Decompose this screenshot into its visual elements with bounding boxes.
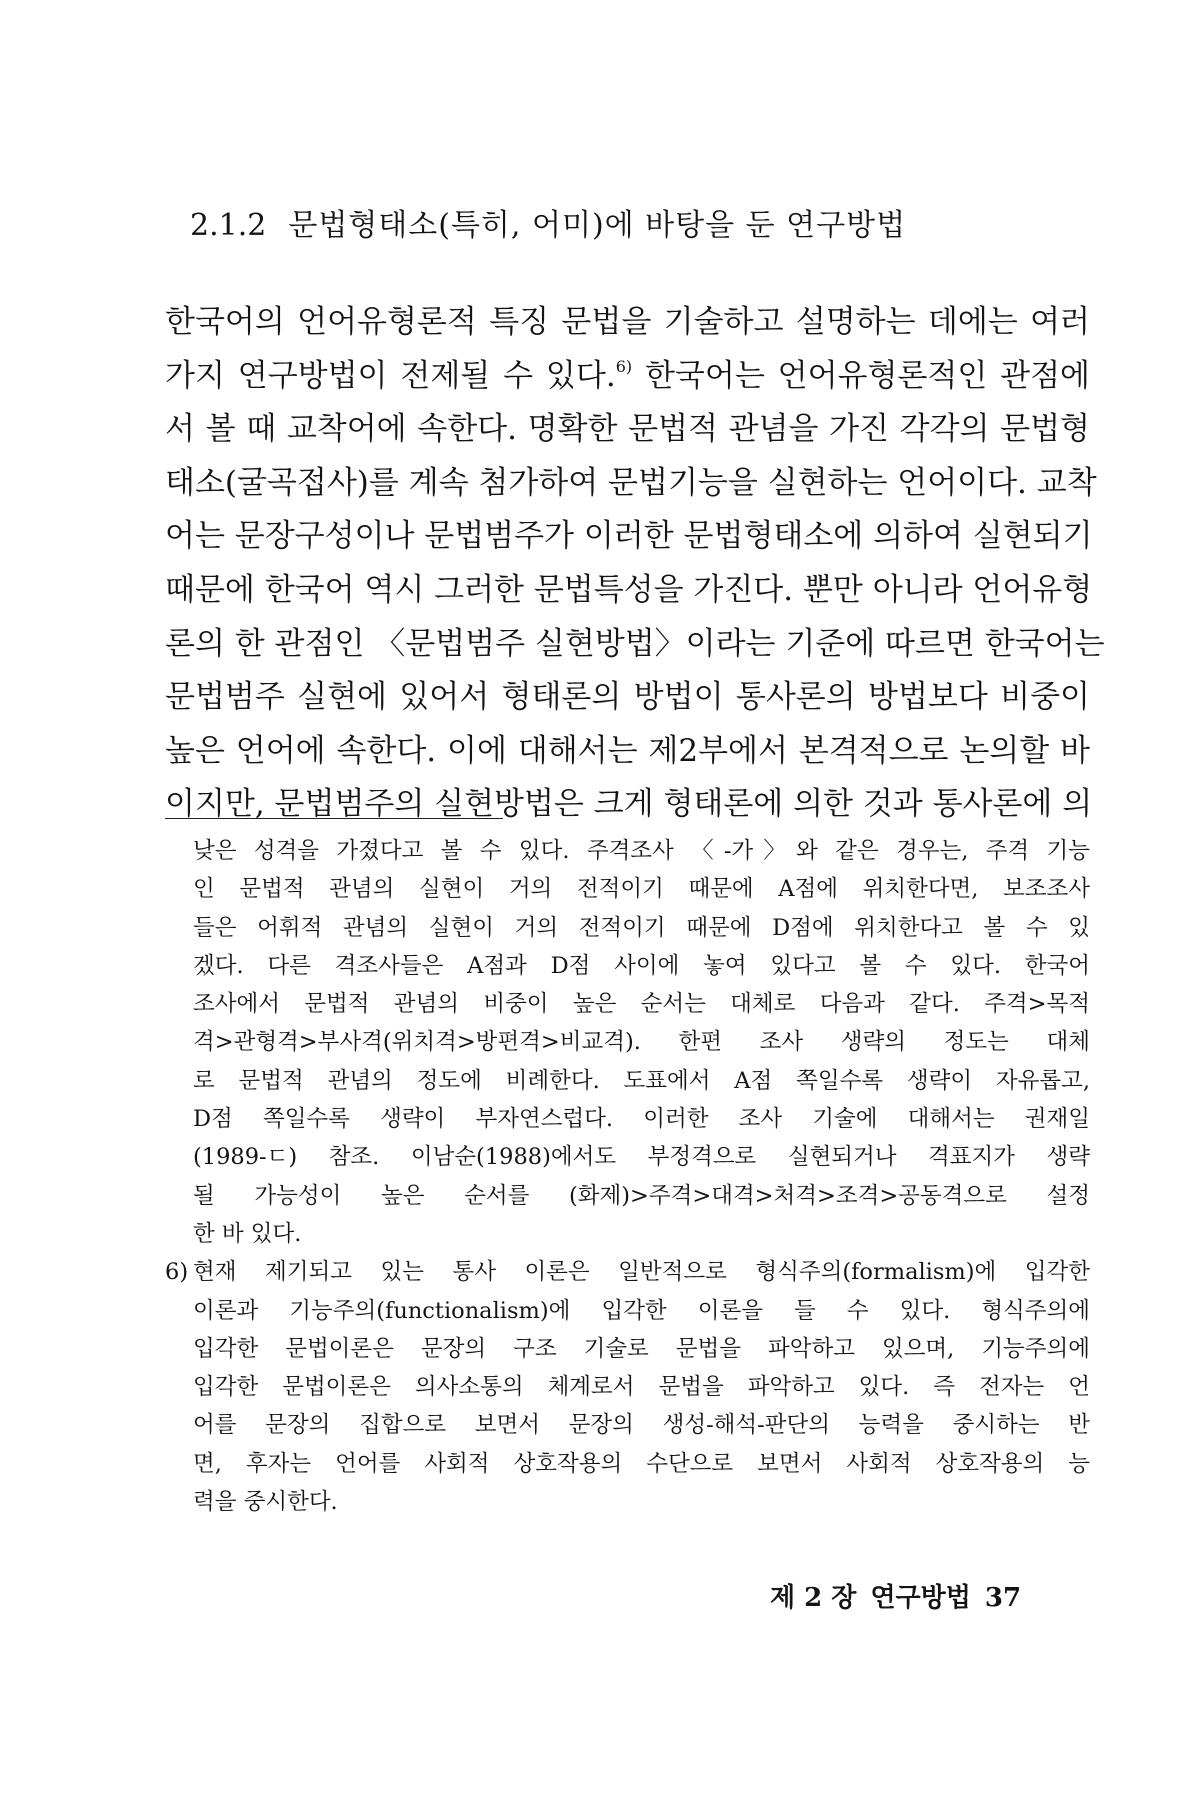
- body-line-1: 한국어의 언어유형론적 특징 문법을 기술하고 설명하는 데에는 여러: [165, 304, 1090, 340]
- footnote-6-line: 어를 문장의 집합으로 보면서 문장의 생성-해석-판단의 능력을 중시하는 반: [193, 1412, 1090, 1439]
- body-line-2-text: 가지 연구방법이 전제될 수 있다.: [165, 357, 616, 394]
- footnote-continued-line: 인 문법적 관념의 실현이 거의 전적이기 때문에 A점에 위치한다면, 보조조사: [193, 876, 1090, 903]
- body-line-7: 론의 한 관점인 〈문법범주 실현방법〉이라는 기준에 따르면 한국어는: [165, 625, 1105, 662]
- footnote-6-line: 력을 중시한다.: [193, 1489, 338, 1516]
- body-line-2: [165, 350, 1090, 404]
- footer-chapter: 제 2 장: [770, 1583, 857, 1613]
- footnote-continued-line: 들은 어휘적 관념의 실현이 거의 전적이기 때문에 D점에 위치한다고 볼 수 있: [193, 914, 1090, 941]
- body-line-4: 태소(굴곡접사)를 계속 첨가하여 문법기능을 실현하는 언어이다. 교착: [165, 464, 1097, 501]
- body-line-5: 어는 문장구성이나 문법범주가 이러한 문법형태소에 의하여 실현되기: [165, 518, 1093, 555]
- body-line-8: 문법범주 실현에 있어서 형태론의 방법이 통사론의 방법보다 비중이: [165, 679, 1090, 716]
- footnote-continued-line: 조사에서 문법적 관념의 비중이 높은 순서는 대체로 다음과 같다. 주격>목적: [193, 991, 1090, 1018]
- section-number: 2.1.2: [190, 208, 267, 243]
- footnote-6-line: 면, 후자는 언어를 사회적 상호작용의 수단으로 보면서 사회적 상호작용의 능: [193, 1450, 1090, 1477]
- footnote-6-line: 입각한 문법이론은 문장의 구조 기술로 문법을 파악하고 있으며, 기능주의에: [193, 1335, 1090, 1362]
- footnote-continued-line: 로 문법적 관념의 정도에 비례한다. 도표에서 A점 쪽일수록 생략이 자유롭고,: [193, 1067, 1090, 1094]
- page-footer: [770, 1577, 1021, 1614]
- body-line-10: 이지만, 문법범주의 실현방법은 크게 형태론에 의한 것과 통사론에 의: [165, 786, 1093, 823]
- footnote-continued-line: 될 가능성이 높은 순서를 (화제)>주격>대격>처격>조격>공동격으로 설정: [193, 1182, 1090, 1209]
- footnote-continued-line: 낮은 성격을 가졌다고 볼 수 있다. 주격조사 〈-가〉와 같은 경우는, 주격 기능: [193, 838, 1090, 864]
- section-title: 문법형태소(특히, 어미)에 바탕을 둔 연구방법: [288, 208, 907, 243]
- section-heading: [190, 200, 906, 244]
- footnote-continued-line: (1989-ㄷ) 참조. 이남순(1988)에서도 부정격으로 실현되거나 격표지가 생략: [193, 1144, 1090, 1171]
- footnote-6-line: 이론과 기능주의(functionalism)에 입각한 이론을 들 수 있다. 형식주의에: [193, 1297, 1090, 1324]
- footer-chapter-title: 연구방법: [870, 1583, 971, 1613]
- body-line-6: 때문에 한국어 역시 그러한 문법특성을 가진다. 뿐만 아니라 언어유형: [165, 571, 1093, 608]
- footnote-6-first-line: [165, 1253, 1090, 1291]
- footnote-continued-line: 격>관형격>부사격(위치격>방편격>비교격). 한편 조사 생략의 정도는 대체: [193, 1029, 1090, 1056]
- footnote-ref-6[interactable]: 6): [615, 356, 633, 376]
- footnotes: [165, 832, 1090, 1521]
- body-line-9: 높은 언어에 속한다. 이에 대해서는 제2부에서 본격적으로 논의할 바: [165, 732, 1090, 769]
- footnote-continued-line: 겠다. 다른 격조사들은 A점과 D점 사이에 놓여 있다고 볼 수 있다. 한국어: [193, 952, 1090, 979]
- footnote-6-number: 6): [165, 1259, 189, 1286]
- footnote-divider: [165, 818, 503, 819]
- footnote-6-line: 입각한 문법이론은 의사소통의 체계로서 문법을 파악하고 있다. 즉 전자는 언: [193, 1374, 1090, 1401]
- body-line-2-rest: 한국어는 언어유형론적인 관점에: [632, 357, 1090, 394]
- body-line-3: 서 볼 때 교착어에 속한다. 명확한 문법적 관념을 가진 각각의 문법형: [165, 411, 1090, 448]
- footnote-continued-line: 한 바 있다.: [193, 1220, 302, 1247]
- page-number: 37: [984, 1583, 1022, 1613]
- footnote-6-text: 현재 제기되고 있는 통사 이론은 일반적으로 형식주의(formalism)에 입각한: [193, 1259, 1090, 1286]
- body-paragraph: [165, 296, 1105, 832]
- footnote-continued-line: D점 쪽일수록 생략이 부자연스럽다. 이러한 조사 기술에 대해서는 권재일: [193, 1106, 1090, 1133]
